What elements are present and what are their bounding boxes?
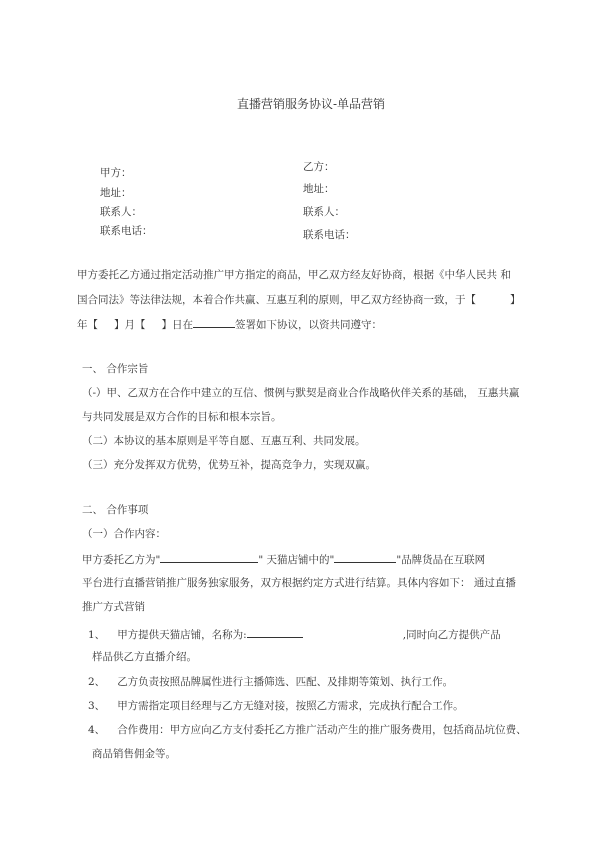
- item-2: [88, 675, 453, 689]
- intro-year-label: 年【: [77, 319, 98, 331]
- section-1-heading: 一、 合作宗旨: [82, 363, 149, 375]
- intro-line-2-text: 国合同法》等法律法规，本着合作共赢、互惠互利的原则，甲乙双方经协商一致，于【: [77, 294, 476, 306]
- intro-line-1: 甲方委托乙方通过指定活动推广甲方指定的商品，甲乙双方经友好协商，根据《中华人民共 和: [77, 269, 511, 281]
- intro-month-label: 】月【: [114, 319, 146, 331]
- intro-line-3: [77, 317, 382, 332]
- item-1-continued: 样品供乙方直播介绍。: [92, 651, 197, 663]
- item-1-number: 1、: [88, 629, 106, 641]
- item-1-text-b: ,同时向乙方提供产品: [402, 629, 501, 641]
- section-2-heading: 二、 合作事项: [82, 504, 149, 516]
- section-1-p2: （二）本协议的基本原则是平等自愿、互惠互利、共同发展。: [82, 435, 366, 447]
- party-a-address-label: 地址：: [100, 187, 132, 199]
- item-4-number: 4、: [88, 724, 106, 736]
- section-2-sub-1: （一）合作内容：: [82, 528, 166, 540]
- item-4-continued: 商品销售佣金等。: [92, 748, 176, 760]
- place-blank: [193, 317, 235, 328]
- section-1-p1-line2: 与共同发展是双方合作的目标和根本宗旨。: [82, 411, 282, 423]
- section-2-line-1: [82, 552, 485, 567]
- brand-name-blank: [334, 552, 396, 563]
- party-b-label: 乙方：: [303, 161, 335, 173]
- item-1-text: 甲方提供天猫店铺，名称为:: [117, 629, 247, 641]
- item-3-text: 甲方需指定项目经理与乙方无缝对接，按照乙方需求，完成执行配合工作。: [117, 700, 464, 712]
- intro-sign-text: 签署如下协议，以资共同遵守：: [235, 319, 382, 331]
- section-2-line-1-c: "品牌货品在互联网: [396, 554, 486, 566]
- section-1-p3: （三）充分发挥双方优势，优势互补，提高竞争力，实现双赢。: [82, 459, 376, 471]
- section-2-line-1-a: 甲方委托乙方为": [82, 554, 161, 566]
- item-3-number: 3、: [88, 700, 106, 712]
- party-b-contact-label: 联系人：: [303, 206, 345, 218]
- section-2-line-2: 平台进行直播营销推广服务独家服务，双方根据约定方式进行结算。具体内容如下： 通过直播: [82, 577, 516, 589]
- item-2-text: 乙方负责按照品牌属性进行主播筛选、匹配、及排期等策划、执行工作。: [117, 676, 454, 688]
- intro-line-2-bracket: 】: [510, 294, 521, 306]
- item-3: [88, 699, 464, 713]
- page-title: 直播营销服务协议-单品营销: [237, 97, 386, 111]
- party-a-label: 甲方：: [100, 167, 132, 179]
- section-2-line-1-b: " 天猫店铺中的": [258, 554, 335, 566]
- party-a-contact-label: 联系人：: [100, 206, 142, 218]
- store-name-blank: [160, 552, 258, 563]
- item-4: [88, 723, 527, 737]
- tmall-store-blank: [247, 627, 303, 638]
- intro-line-2: [77, 293, 521, 307]
- section-2-line-3: 推广方式营销: [82, 601, 145, 613]
- party-b-address-label: 地址：: [303, 183, 335, 195]
- party-a-phone-label: 联系电话：: [100, 225, 153, 237]
- party-b-phone-label: 联系电话：: [303, 229, 356, 241]
- item-4-text: 合作费用：甲方应向乙方支付委托乙方推广活动产生的推广服务费用，包括商品坑位费、: [117, 724, 527, 736]
- item-2-number: 2、: [88, 676, 106, 688]
- item-1: [88, 627, 501, 642]
- section-1-p1-line1: （-）甲、乙双方在合作中建立的互信、惯例与默契是商业合作战略伙伴关系的基础， 互惠共赢: [82, 387, 520, 399]
- intro-day-label: 】日在: [161, 319, 193, 331]
